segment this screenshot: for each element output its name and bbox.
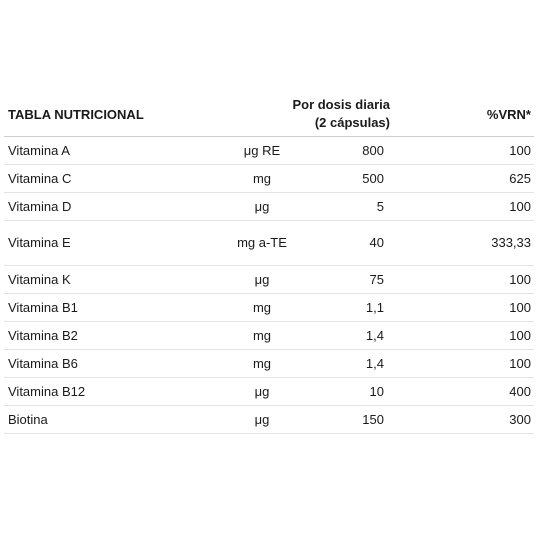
nutrient-vrn: 333,33	[491, 235, 531, 250]
nutrient-vrn: 100	[509, 327, 531, 343]
nutrient-unit: mg	[252, 299, 272, 315]
nutrient-vrn: 100	[509, 299, 531, 315]
nutrient-name: Vitamina E	[8, 235, 71, 250]
nutrient-name: Vitamina A	[8, 142, 70, 158]
table-row	[4, 350, 534, 378]
nutrient-vrn: 100	[509, 198, 531, 214]
table-row	[4, 378, 534, 406]
nutrient-value: 5	[376, 198, 384, 214]
nutrient-unit: mg	[252, 170, 272, 186]
nutrient-unit: mg	[252, 327, 272, 343]
nutrient-name: Biotina	[8, 411, 48, 427]
nutrient-name: Vitamina D	[8, 198, 72, 214]
nutrient-unit: μg	[254, 383, 270, 399]
nutrient-vrn: 100	[509, 271, 531, 287]
nutrient-value: 75	[369, 271, 384, 287]
nutrient-value: 800	[362, 142, 384, 158]
nutrient-value: 500	[362, 170, 384, 186]
nutrient-vrn: 300	[509, 411, 531, 427]
nutrient-name: Vitamina B1	[8, 299, 78, 315]
nutrient-name: Vitamina K	[8, 271, 71, 287]
nutrient-value: 10	[369, 383, 384, 399]
nutrient-name: Vitamina B6	[8, 355, 78, 371]
nutrient-vrn: 100	[509, 142, 531, 158]
nutrient-value: 1,1	[365, 299, 384, 315]
table-row	[4, 165, 534, 193]
table-row	[4, 294, 534, 322]
nutrient-unit: μg	[254, 411, 270, 427]
nutrient-vrn: 100	[509, 355, 531, 371]
table-row	[4, 193, 534, 221]
header-title: TABLA NUTRICIONAL	[8, 107, 144, 122]
table-header	[4, 96, 534, 137]
nutrient-vrn: 400	[509, 383, 531, 399]
nutrient-name: Vitamina B12	[8, 383, 86, 399]
nutrient-name: Vitamina B2	[8, 327, 78, 343]
nutrient-unit: mg	[252, 355, 272, 371]
table-row	[4, 221, 534, 266]
nutrient-value: 1,4	[365, 327, 384, 343]
nutrient-unit: μg	[254, 271, 270, 287]
nutrient-unit: μg	[254, 198, 270, 214]
table-row	[4, 137, 534, 165]
nutrient-name: Vitamina C	[8, 170, 72, 186]
header-vrn: %VRN*	[486, 107, 531, 122]
table-row	[4, 406, 534, 434]
nutrition-table	[4, 96, 534, 434]
nutrient-unit: μg RE	[243, 142, 281, 158]
nutrient-vrn: 625	[509, 170, 531, 186]
nutrient-value: 40	[369, 235, 384, 250]
nutrient-value: 1,4	[365, 355, 384, 371]
table-row	[4, 322, 534, 350]
nutrient-unit: mg a-TE	[237, 235, 287, 250]
header-dose: Por dosis diaria (2 cápsulas)	[292, 97, 390, 130]
table-row	[4, 266, 534, 294]
nutrient-value: 150	[362, 411, 384, 427]
